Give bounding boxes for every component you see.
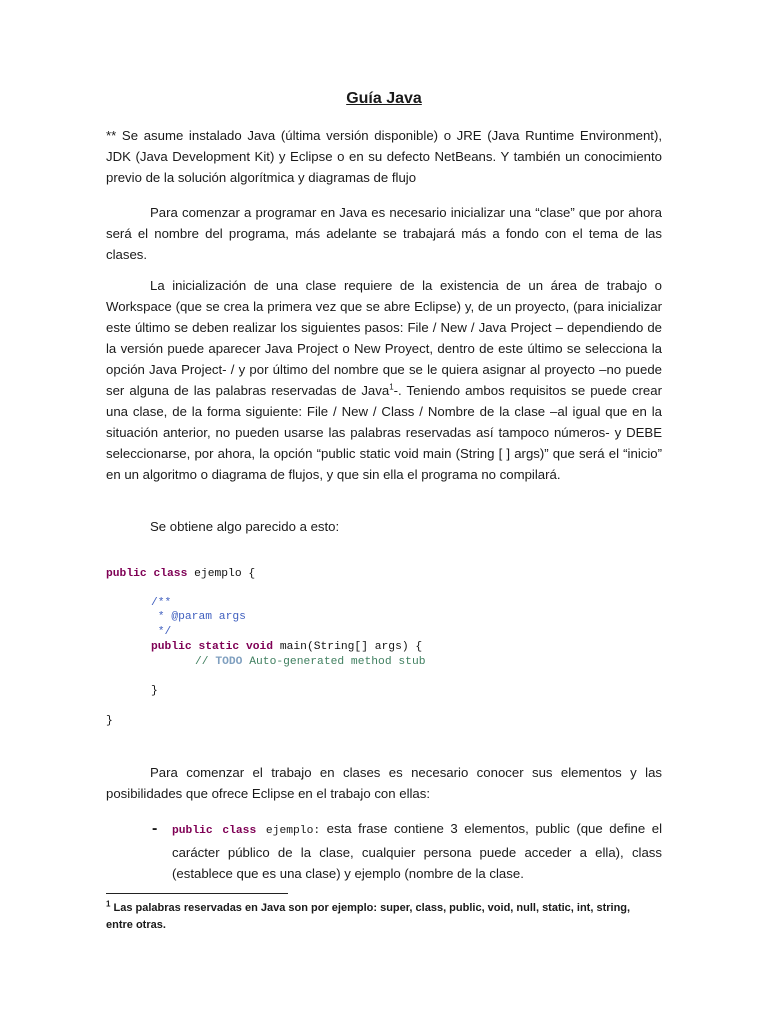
bullet-code-name: ejemplo: (256, 825, 321, 837)
footnote (106, 900, 646, 934)
code-comment-slashes: // (195, 656, 216, 668)
code-keyword: static (198, 641, 240, 653)
code-keyword: void (245, 641, 274, 653)
code-javadoc-tag: @param args (171, 611, 246, 623)
code-keyword: class (153, 568, 188, 580)
code-javadoc-prefix: * (151, 611, 172, 623)
intro-paragraph: ** Se asume instalado Java (última versión disponible) o JRE (Java Runtime Environment), JDK (Java Development Kit) y Eclipse o en su defecto NetBeans. Y también un conocimiento previo de la solución algorítmica y diagramas de flujo (106, 128, 662, 185)
footnote-text: Las palabras reservadas en Java son por ejemplo: super, class, public, void, null, static, int, string, entre otras. (106, 902, 631, 931)
footnote-ref: 1 (389, 382, 394, 392)
footnote-number: 1 (106, 899, 111, 909)
code-line-comment (195, 655, 426, 670)
bullet-item (172, 818, 662, 884)
paragraph-workspace (106, 275, 662, 485)
paragraph-result: Se obtiene algo parecido a esto: (150, 519, 340, 534)
page-title: Guía Java (346, 90, 422, 107)
bullet-marker: - (152, 820, 158, 837)
paragraph-workspace-text-a: La inicialización de una clase requiere de la existencia de un área de trabajo o Workspace (que se crea la primera vez que se abre Eclipse) y, de un proyecto, (para inicializar este último se deben realizar los siguientes pasos: File / New / Java Project – dependiendo de la versión puede aparecer Java Project o New Proyect, dentro de este último se selecciona la opción Java Project- / y por último del nombre que se le quiera asignar al proyecto –no puede ser alguna de las palabras reservadas de Java (106, 278, 662, 398)
footnote-divider (106, 893, 288, 894)
paragraph-class-intro: Para comenzar a programar en Java es necesario inicializar una “clase” que por ahora será el nombre del programa, más adelante se trabajará más a fondo con el tema de las clases. (106, 205, 662, 262)
code-close-brace-inner: } (151, 685, 158, 697)
code-line-class (106, 567, 255, 582)
code-line-main (151, 640, 422, 655)
paragraph-class-elements: Para comenzar el trabajo en clases es necesario conocer sus elementos y las posibilidades que ofrece Eclipse en el trabajo con ellas: (106, 765, 662, 801)
code-javadoc-param (151, 610, 246, 625)
code-javadoc-open: /** (151, 597, 172, 609)
code-text: ejemplo { (187, 568, 256, 580)
code-text: main(String[] args) { (273, 641, 423, 653)
code-keyword: public (106, 568, 147, 580)
bullet-text: esta frase contiene 3 elementos, public (que define el carácter público de la clase, cualquier persona puede acceder a ella), class (establece que es una clase) y ejemplo (nombre de la clase. (172, 821, 663, 881)
code-keyword: public (151, 641, 192, 653)
paragraph-workspace-text-b: -. Teniendo ambos requisitos se puede crear una clase, de la forma siguiente: File / New / Class / Nombre de la clase –al igual que en la situación anterior, no pueden usarse las palabras reservadas así tampoco números- y DEBE seleccionarse, por ahora, la opción “public static void main (String [ ] args)” que será el “inicio” en un algoritmo o diagrama de flujos, y que sin ella el programa no compilará. (106, 383, 662, 482)
code-comment-text: Auto-generated method stub (242, 656, 426, 668)
code-comment-todo: TODO (215, 656, 243, 668)
code-javadoc-close: */ (151, 626, 172, 638)
code-close-brace-outer: } (106, 715, 113, 727)
bullet-code-keyword: public class (172, 825, 257, 837)
